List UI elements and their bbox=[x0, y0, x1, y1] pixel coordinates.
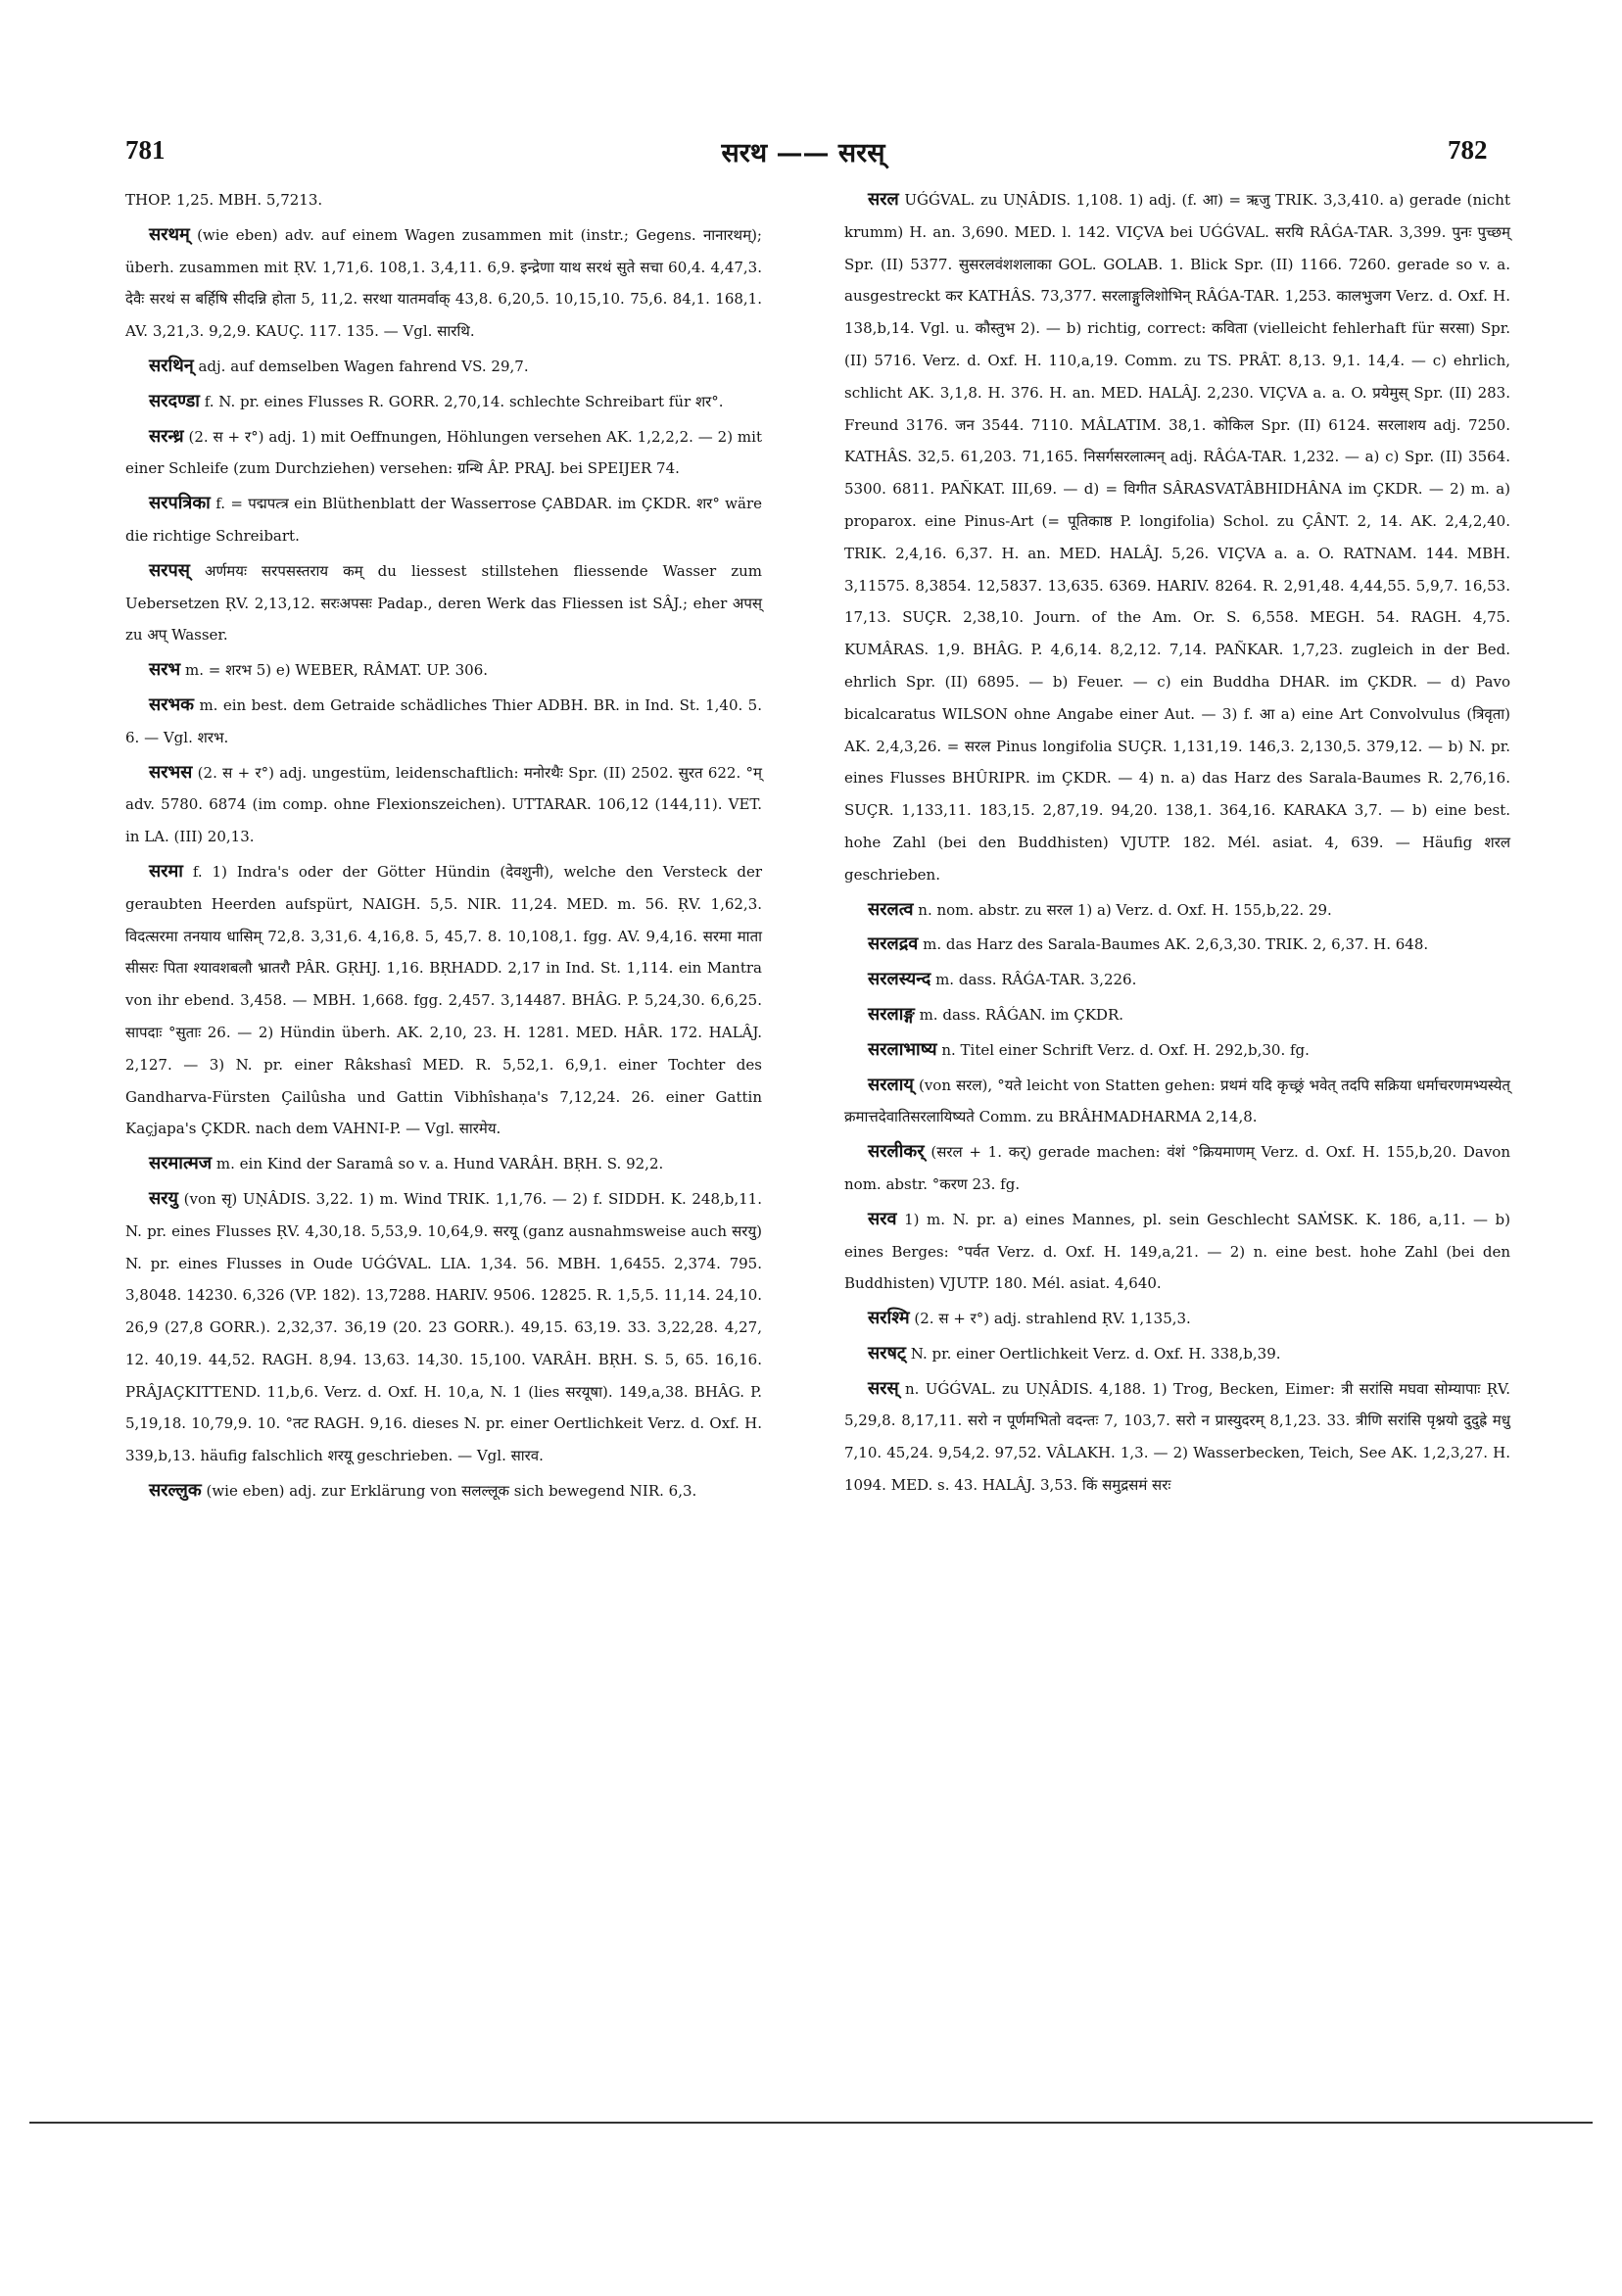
dictionary-entry bbox=[844, 964, 1510, 996]
dictionary-entry bbox=[844, 1034, 1510, 1067]
entry-body: (wie eben) adj. zur Erklärung von सलल्लूक sich bewegend NIR. 6,3. bbox=[206, 1482, 697, 1501]
entry-headword: सरथम् bbox=[149, 223, 190, 245]
entry-body: m. das Harz des Sarala-Baumes AK. 2,6,3,30. TRIK. 2, 6,37. H. 648. bbox=[923, 935, 1429, 954]
dictionary-entry bbox=[125, 421, 762, 486]
dictionary-entry bbox=[125, 1183, 762, 1472]
entry-body: n. Titel einer Schrift Verz. d. Oxf. H. 292,b,30. fg. bbox=[941, 1040, 1310, 1059]
entry-headword: सरश्मि bbox=[868, 1308, 910, 1329]
dictionary-entry bbox=[125, 555, 762, 651]
entry-body: m. ein best. dem Getraide schädliches Thier ADBH. BR. in Ind. St. 1,40. 5. 6. — Vgl. शरभ. bbox=[125, 695, 762, 746]
entry-body: (सरल + 1. कर्) gerade machen: वंशं °क्रियमाणम् Verz. d. Oxf. H. 155,b,20. Davon nom. abstr. °करण 23. fg. bbox=[844, 1143, 1510, 1193]
entry-headword: सरलद्रव bbox=[868, 933, 919, 955]
dictionary-entry bbox=[844, 1338, 1510, 1370]
entry-headword: सरस् bbox=[868, 1377, 899, 1399]
dictionary-entry bbox=[125, 488, 762, 552]
entry-headword: सरयु bbox=[149, 1187, 178, 1209]
dictionary-entry bbox=[125, 1148, 762, 1180]
dictionary-entry bbox=[844, 894, 1510, 927]
entry-body: (wie eben) adv. auf einem Wagen zusammen mit (instr.; Gegens. नानारथम्); überh. zusammen mit ṚV. 1,71,6. 108,1. 3,4,11. 6,9. इन्द्रेणा याथ सरथं सुते सचा 60,4. 4,47,3. देवैः सरथं स बर्हिषि सीदन्नि होता 5, 11,2. सरथा यातमर्वाक् 43,8. 6,20,5. 10,15,10. 75,6. 84,1. 168,1. AV. 3,21,3. 9,2,9. KAUÇ. 117. 135. — Vgl. सारथि. bbox=[125, 225, 762, 341]
entry-headword: सरल्लुक bbox=[149, 1480, 202, 1502]
entry-headword: सरलाय् bbox=[868, 1074, 914, 1095]
entry-headword: सरपत्रिका bbox=[149, 493, 211, 514]
entry-headword: सरल bbox=[868, 189, 899, 210]
entry-headword: सरन्ध्र bbox=[149, 425, 184, 447]
entry-headword: सरलीकर् bbox=[868, 1141, 925, 1163]
dictionary-entry bbox=[125, 219, 762, 348]
entry-body: f. 1) Indra's oder der Götter Hündin (देवशुनी), welche den Versteck der geraubten Heerden aufspürt, NAIGH. 5,5. NIR. 11,24. MED. m. 56. ṚV. 1,62,3. विदत्सरमा तनयाय धासिम् 72,8. 3,31,6. 4,16,8. 5, 45,7. 8. 10,108,1. fgg. AV. 9,4,16. सरमा माता सीसरः पिता श्यावशबलौ भ्रातरौ PÂR. GṚHJ. 1,16. BṚHADD. 2,17 in Ind. St. 1,114. ein Mantra von ihr ebend. 3,458. — MBH. 1,668. fgg. 2,457. 3,14487. BHÂG. P. 5,24,30. 6,6,25. सापदाः °सुताः 26. — 2) Hündin überh. AK. 2,10, 23. H. 1281. MED. HÂR. 172. HALÂJ. 2,127. — 3) N. pr. einer Râkshasî MED. R. 5,52,1. 6,9,1. einer Tochter des Gandharva-Fürsten Çailûsha und Gattin Vibhîshaṇa's 7,12,24. 26. einer Gattin Kaçjapa's ÇKDR. nach dem VAHNI-P. — Vgl. सारमेय. bbox=[125, 862, 762, 1138]
dictionary-entry bbox=[844, 184, 1510, 891]
left-column bbox=[125, 184, 762, 1510]
entry-body: n. UǴǴVAL. zu UṆÂDIS. 4,188. 1) Trog, Becken, Eimer: त्री सरांसि मघवा सोम्यापाः ṚV. 5,29,8. 8,17,11. सरो न पूर्णमभितो वदन्तः 7, 103,7. सरो न प्रास्युदरम् 8,1,23. 33. त्रीणि सरांसि पृश्नयो दुदुह्रे मधु 7,10. 45,24. 9,54,2. 97,52. VÂLAKH. 1,3. — 2) Wasserbecken, Teich, See AK. 1,2,3,27. H. 1094. MED. s. 43. HALÂJ. 3,53. किं समुद्रसमं सरः bbox=[844, 1379, 1510, 1495]
entry-body: N. pr. einer Oertlichkeit Verz. d. Oxf. H. 338,b,39. bbox=[910, 1344, 1281, 1363]
entry-headword: सरभस bbox=[149, 761, 193, 783]
page-number-left: 781 bbox=[125, 135, 166, 165]
entry-body: m. = शरभ 5) e) WEBER, RÂMAT. UP. 306. bbox=[184, 661, 489, 680]
entry-headword: सरमा bbox=[149, 860, 183, 882]
running-header: सरथ —— सरस् bbox=[721, 138, 885, 168]
entry-headword: सरलस्यन्द bbox=[868, 969, 931, 990]
entry-body: (2. स + र°) adj. ungestüm, leidenschaftlich: मनोरथैः Spr. (II) 2502. सुरत 622. °म् adv. 5780. 6874 (im comp. ohne Flexionszeichen). UTTARAR. 106,12 (144,11). VET. in LA. (III) 20,13. bbox=[125, 763, 762, 846]
entry-body: m. dass. RÂǴA-TAR. 3,226. bbox=[935, 971, 1137, 989]
entry-headword: सरभ bbox=[149, 659, 181, 681]
entry-body: m. dass. RÂǴAN. im ÇKDR. bbox=[919, 1005, 1124, 1024]
entry-headword: सरव bbox=[868, 1208, 897, 1229]
dictionary-entry bbox=[844, 1070, 1510, 1134]
entry-headword: सरभक bbox=[149, 694, 195, 715]
entry-body: n. nom. abstr. zu सरल 1) a) Verz. d. Oxf. H. 155,b,22. 29. bbox=[918, 900, 1332, 919]
right-column bbox=[844, 184, 1510, 1505]
entry-headword: सरलाभाष्य bbox=[868, 1038, 937, 1060]
dictionary-entry bbox=[844, 1204, 1510, 1300]
entry-headword: सरलाङ्ग bbox=[868, 1003, 915, 1025]
dictionary-entry bbox=[125, 654, 762, 687]
entry-headword: सरषट् bbox=[868, 1342, 907, 1363]
entry-body: adj. auf demselben Wagen fahrend VS. 29,7. bbox=[198, 357, 529, 375]
dictionary-entry bbox=[844, 929, 1510, 961]
bottom-rule bbox=[29, 2122, 1593, 2124]
entry-headword: सरथिन् bbox=[149, 355, 194, 376]
entry-headword: सरदण्डा bbox=[149, 390, 200, 411]
dictionary-entry bbox=[125, 184, 762, 216]
entry-body: f. N. pr. eines Flusses R. GORR. 2,70,14. schlechte Schreibart für शर°. bbox=[204, 392, 724, 410]
dictionary-entry bbox=[125, 386, 762, 418]
entry-body: अर्णमयः सरपसस्तराय कम् du liessest stillstehen fliessende Wasser zum Uebersetzen ṚV. 2,13,12. सरःअपसः Padap., deren Werk das Fliessen ist SÂJ.; eher अपस् zu अप् Wasser. bbox=[125, 561, 762, 645]
dictionary-entry bbox=[125, 757, 762, 853]
dictionary-entry bbox=[844, 1136, 1510, 1201]
dictionary-entry bbox=[125, 1475, 762, 1507]
dictionary-entry bbox=[844, 1373, 1510, 1502]
entry-headword: सरपस् bbox=[149, 559, 190, 581]
entry-body: f. = पद्मपत्त्र ein Blüthenblatt der Wasserrose ÇABDAR. im ÇKDR. शर° wäre die richtige Schreibart. bbox=[125, 495, 762, 545]
dictionary-entry bbox=[125, 856, 762, 1145]
entry-body: (2. स + र°) adj. strahlend ṚV. 1,135,3. bbox=[914, 1310, 1191, 1328]
page-number-right: 782 bbox=[1448, 135, 1488, 165]
entry-body: (2. स + र°) adj. 1) mit Oeffnungen, Höhlungen versehen AK. 1,2,2,2. — 2) mit einer Schleife (zum Durchziehen) versehen: ग्रन्थि ÂP. PRAJ. bei SPEIJER 74. bbox=[125, 427, 762, 478]
entry-body: UǴǴVAL. zu UṆÂDIS. 1,108. 1) adj. (f. आ) = ऋजु TRIK. 3,3,410. a) gerade (nicht krumm) H. an. 3,690. MED. l. 142. VIÇVA bei UǴǴVAL. सरयि RÂǴA-TAR. 3,399. पुनः पुच्छम् Spr. (II) 5377. सुसरलवंशशलाका GOL. GOLAB. 1. Blick Spr. (II) 1166. 7260. gerade so v. a. ausgestreckt कर KATHÂS. 73,377. सरलाङ्गुलिशोभिन् RÂǴA-TAR. 1,253. कालभुजग Verz. d. Oxf. H. 138,b,14. Vgl. u. कौस्तुभ 2). — b) richtig, correct: कविता (vielleicht fehlerhaft für सरसा) Spr. (II) 5716. Verz. d. Oxf. H. 110,a,19. Comm. zu TS. PRÂT. 8,13. 9,1. 14,4. — c) ehrlich, schlicht AK. 3,1,8. H. 376. H. an. MED. HALÂJ. 2,230. VIÇVA a. a. O. प्रयेमुस् Spr. (II) 283. Freund 3176. जन 3544. 7110. MÂLATIM. 38,1. कोकिल Spr. (II) 6124. सरलाशय adj. 7250. KATHÂS. 32,5. 61,203. 71,165. निसर्गसरलात्मन् adj. RÂǴA-TAR. 1,232. — a) c) Spr. (II) 3564. 5300. 6811. PAÑKAT. III,69. — d) = विगीत SÂRASVATÂBHIDHÂNA im ÇKDR. — 2) m. a) proparox. eine Pinus-Art (= पूतिकाष्ठ P. longifolia) Schol. zu ÇÂNT. 2, 14. AK. 2,4,2,40. TRIK. 2,4,16. 6,37. H. an. MED. HALÂJ. 5,26. VIÇVA a. a. O. RATNAM. 144. MBH. 3,11575. 8,3854. 12,5837. 13,635. 6369. HARIV. 8264. R. 2,91,48. 4,44,55. 5,9,7. 16,53. 17,13. SUÇR. 2,38,10. Journ. of the Am. Or. S. 6,558. MEGH. 54. RAGH. 4,75. KUMÂRAS. 1,9. BHÂG. P. 4,6,14. 8,2,12. 7,14. PAÑKAR. 1,7,23. zugleich in der Bed. ehrlich Spr. (II) 6895. — b) Feuer. — c) ein Buddha DHAR. im ÇKDR. — d) Pavo bicalcaratus WILSON ohne Angabe einer Aut. — 3) f. आ a) eine Art Convolvulus (त्रिवृता) AK. 2,4,3,26. = सरल Pinus longifolia SUÇR. 1,131,19. 146,3. 2,130,5. 379,12. — b) N. pr. eines Flusses BHÛRIPR. im ÇKDR. — 4) n. a) das Harz des Sarala-Baumes R. 2,76,16. SUÇR. 1,133,11. 183,15. 2,87,19. 94,20. 138,1. 364,16. KARAKA 3,7. — b) eine best. hohe Zahl (bei den Buddhisten) VJUTP. 182. Mél. asiat. 4, 639. — Häufig शरल geschrieben. bbox=[844, 191, 1510, 884]
entry-headword: सरमात्मज bbox=[149, 1153, 213, 1174]
dictionary-entry bbox=[844, 1303, 1510, 1335]
dictionary-entry bbox=[125, 351, 762, 383]
entry-body: 1) m. N. pr. a) eines Mannes, pl. sein Geschlecht SAṀSK. K. 186, a,11. — b) eines Berges: °पर्वत Verz. d. Oxf. H. 149,a,21. — 2) n. eine best. hohe Zahl (bei den Buddhisten) VJUTP. 180. Mél. asiat. 4,640. bbox=[844, 1210, 1510, 1293]
entry-body: (von सरल), °यते leicht von Statten gehen: प्रथमं यदि कृच्छ्रं भवेत् तदपि सक्रिया धर्माचरणमभ्यस्येत् क्रमात्तदेवातिसरलायिष्यते Comm. zu BRÂHMADHARMA 2,14,8. bbox=[844, 1076, 1510, 1126]
entry-body: (von सृ) UṆÂDIS. 3,22. 1) m. Wind TRIK. 1,1,76. — 2) f. SIDDH. K. 248,b,11. N. pr. eines Flusses ṚV. 4,30,18. 5,53,9. 10,64,9. सरयू (ganz ausnahmsweise auch सरयु) N. pr. eines Flusses in Oude UǴǴVAL. LIA. 1,34. 56. MBH. 1,6455. 2,374. 795. 3,8048. 14230. 6,326 (VP. 182). 13,7288. HARIV. 9506. 12825. R. 1,5,5. 11,14. 24,10. 26,9 (27,8 GORR.). 2,32,37. 36,19 (20. 23 GORR.). 49,15. 63,19. 33. 3,22,28. 4,27, 12. 40,19. 44,52. RAGH. 8,94. 13,63. 14,30. 15,100. VARÂH. BṚH. S. 5, 65. 16,16. PRÂJAÇKITTEND. 11,b,6. Verz. d. Oxf. H. 10,a, N. 1 (lies सरयूषा). 149,a,38. BHÂG. P. 5,19,18. 10,79,9. 10. °तट RAGH. 9,16. dieses N. pr. einer Oertlichkeit Verz. d. Oxf. H. 339,b,13. häufig falschlich शरयू geschrieben. — Vgl. सारव. bbox=[125, 1189, 762, 1465]
entry-headword: सरलत्व bbox=[868, 898, 914, 920]
entry-body: m. ein Kind der Saramâ so v. a. Hund VARÂH. BṚH. S. 92,2. bbox=[215, 1155, 664, 1173]
dictionary-entry bbox=[125, 690, 762, 754]
dictionary-entry bbox=[844, 999, 1510, 1031]
entry-body: THOP. 1,25. MBH. 5,7213. bbox=[125, 191, 323, 209]
